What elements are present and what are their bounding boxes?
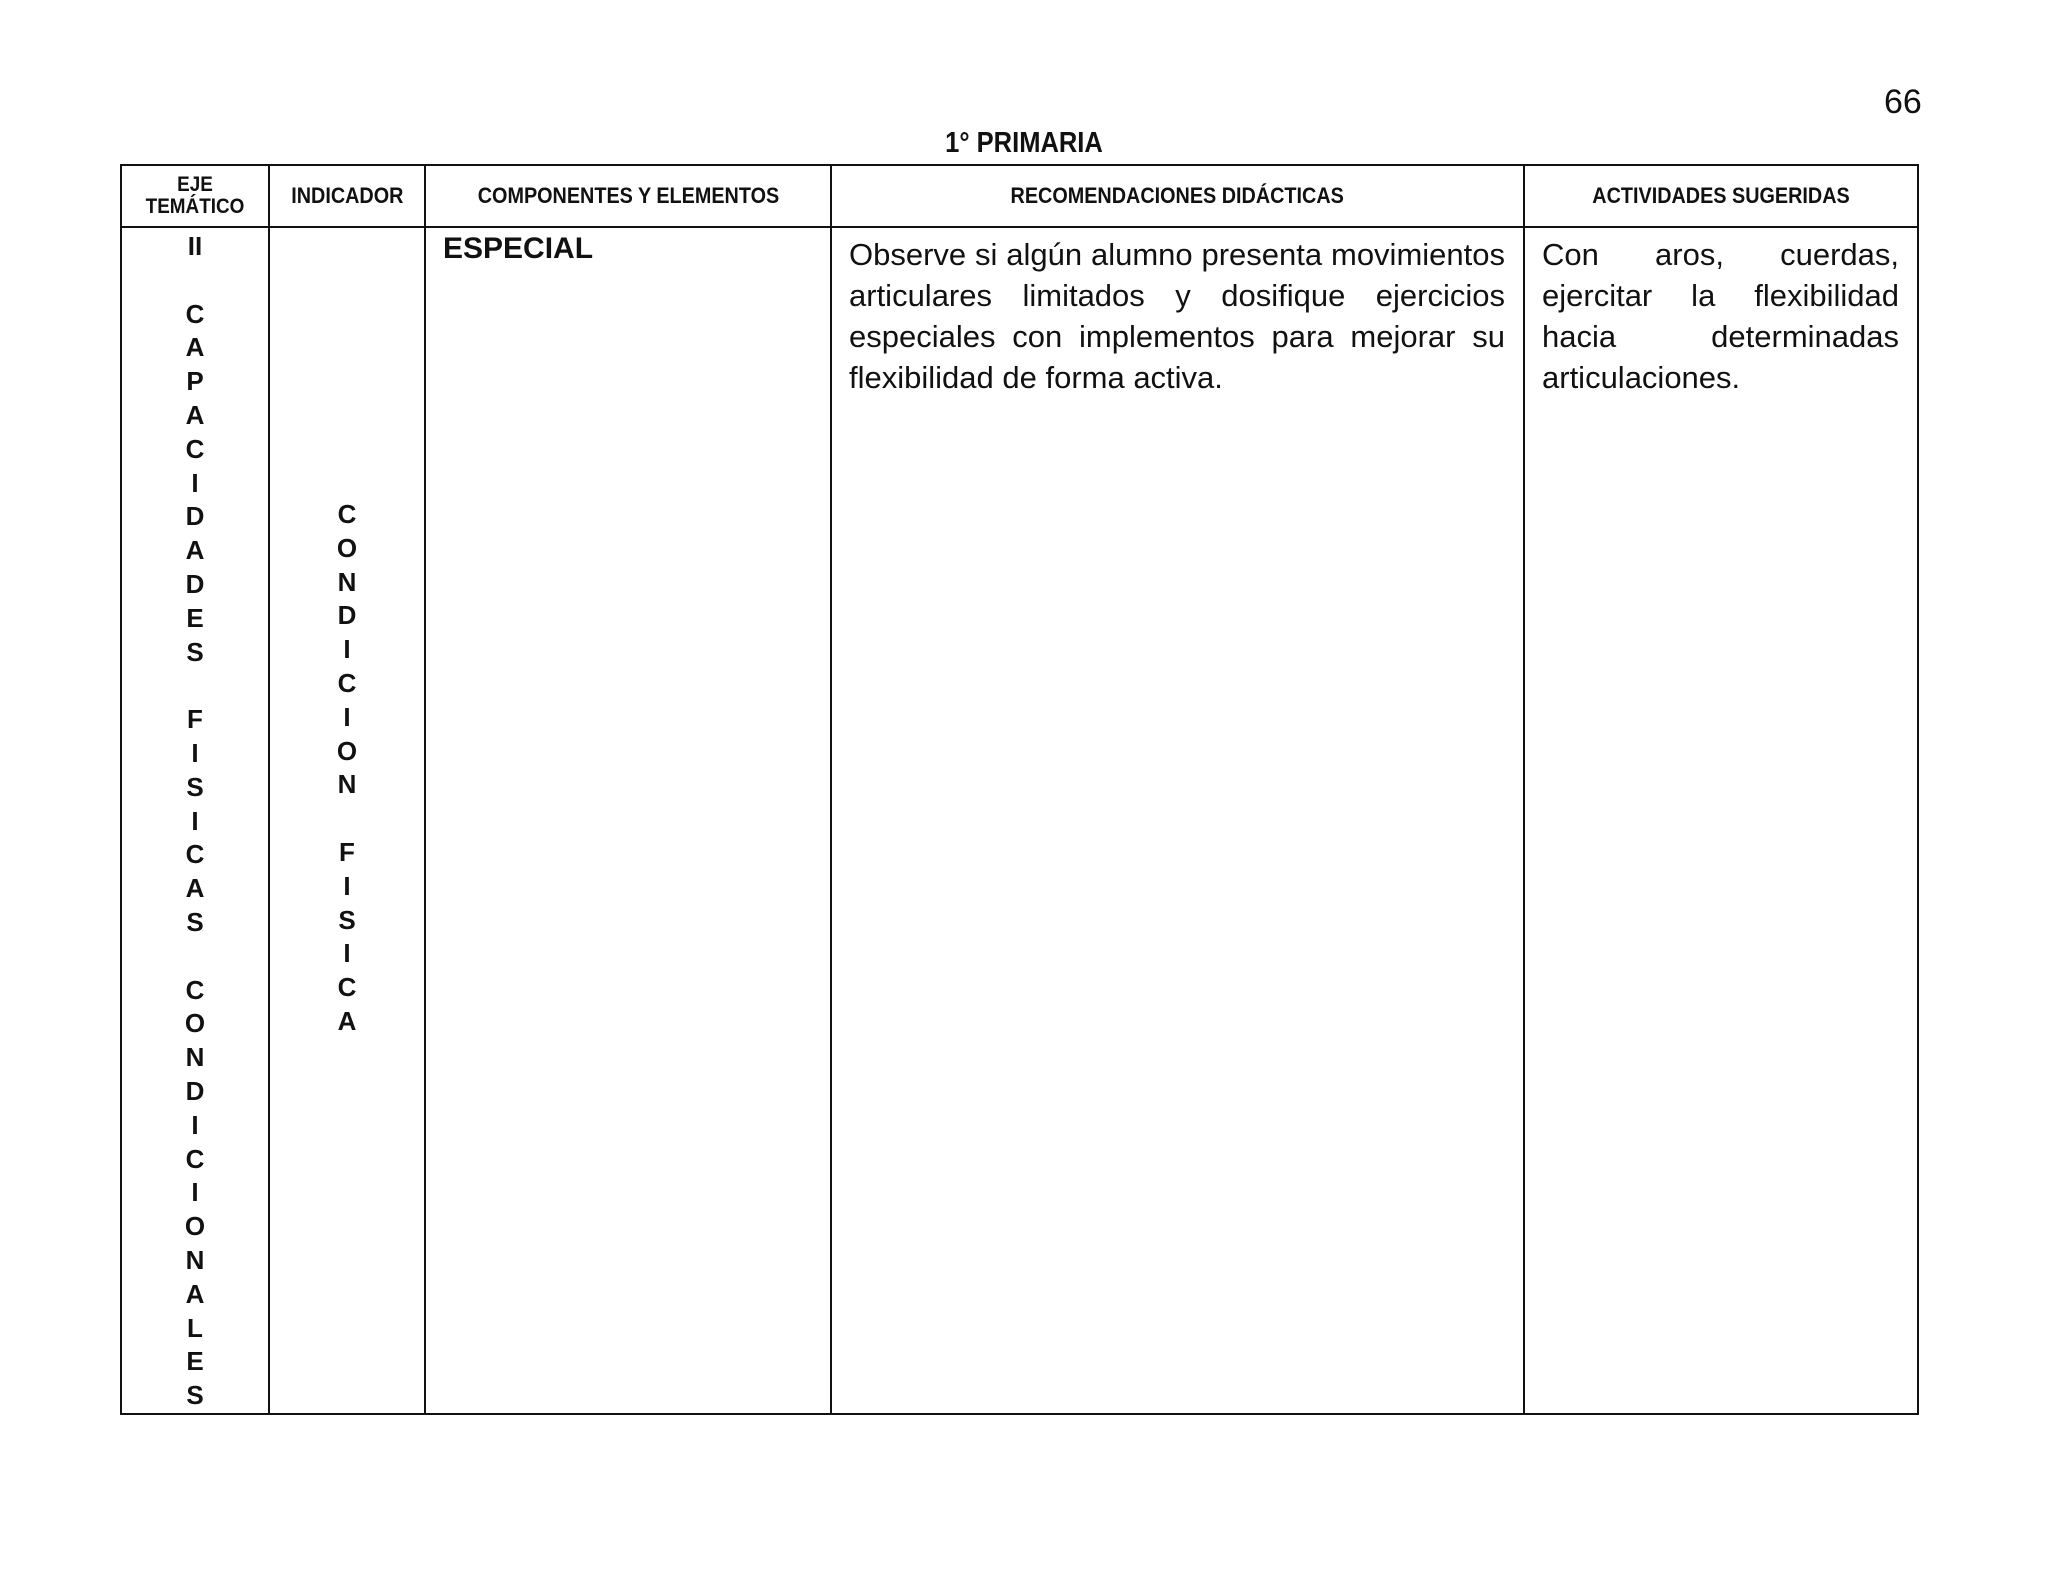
vertical-char: I bbox=[191, 1177, 199, 1208]
vertical-char: S bbox=[186, 1380, 204, 1411]
vertical-char: C bbox=[337, 972, 357, 1003]
table-header-row bbox=[121, 165, 1918, 227]
vertical-char: D bbox=[185, 1075, 205, 1106]
vertical-char: F bbox=[187, 704, 203, 735]
vertical-char: I bbox=[191, 805, 199, 836]
cell-eje-tematico bbox=[121, 227, 269, 1414]
vertical-char: N bbox=[337, 769, 357, 800]
vertical-char: A bbox=[337, 1005, 357, 1036]
cell-recomendaciones bbox=[831, 227, 1524, 1414]
cell-componentes bbox=[425, 227, 831, 1414]
vertical-char: C bbox=[337, 667, 357, 698]
vertical-char: I bbox=[343, 938, 351, 969]
vertical-char: C bbox=[185, 839, 205, 870]
vertical-char: I bbox=[191, 737, 199, 768]
vertical-char: S bbox=[186, 906, 204, 937]
vertical-char: D bbox=[185, 501, 205, 532]
vertical-char: O bbox=[336, 735, 358, 766]
vertical-char: N bbox=[185, 1244, 205, 1275]
vertical-gap bbox=[191, 669, 198, 703]
header-recomendaciones: RECOMENDACIONES DIDÁCTICAS bbox=[831, 165, 1524, 227]
vertical-char: A bbox=[185, 535, 205, 566]
componentes-text: ESPECIAL bbox=[443, 232, 594, 265]
vertical-char: F bbox=[339, 836, 355, 867]
vertical-char: N bbox=[337, 566, 357, 597]
vertical-char: D bbox=[185, 568, 205, 599]
vertical-char: C bbox=[185, 974, 205, 1005]
cell-indicador bbox=[269, 227, 425, 1414]
vertical-char: S bbox=[186, 771, 204, 802]
vertical-char: E bbox=[186, 1346, 204, 1377]
table-row bbox=[121, 227, 1918, 1414]
indicador-vertical-text bbox=[270, 228, 424, 1039]
cell-actividades bbox=[1524, 227, 1918, 1414]
recomendaciones-text: Observe si algún alumno presenta movimientos articulares limitados y dosifique ejercicios especiales con implementos para mejorar su flexibilidad de forma activa. bbox=[849, 237, 1505, 395]
vertical-char: I bbox=[191, 1109, 199, 1140]
vertical-char: N bbox=[185, 1042, 205, 1073]
vertical-char: A bbox=[185, 332, 205, 363]
vertical-char: II bbox=[187, 231, 203, 261]
vertical-char: A bbox=[185, 399, 205, 430]
vertical-char: P bbox=[186, 366, 204, 397]
vertical-char: S bbox=[338, 904, 356, 935]
vertical-char: D bbox=[337, 600, 357, 631]
vertical-char: C bbox=[185, 433, 205, 464]
vertical-char: A bbox=[185, 873, 205, 904]
vertical-char: C bbox=[185, 298, 205, 329]
header-eje-tematico: EJE TEMÁTICO bbox=[121, 165, 269, 227]
vertical-char: I bbox=[343, 870, 351, 901]
vertical-char: C bbox=[337, 499, 357, 529]
grade-title: 1° PRIMARIA bbox=[945, 127, 1103, 159]
header-indicador: INDICADOR bbox=[269, 165, 425, 227]
planning-table bbox=[120, 164, 1919, 1415]
eje-tematico-vertical-text bbox=[122, 228, 268, 1413]
header-actividades: ACTIVIDADES SUGERIDAS bbox=[1524, 165, 1918, 227]
vertical-gap bbox=[191, 940, 198, 974]
vertical-char: C bbox=[185, 1143, 205, 1174]
vertical-char: O bbox=[336, 532, 358, 563]
actividades-text: Con aros, cuerdas, ejercitar la flexibilidad hacia determinadas articulaciones. bbox=[1542, 237, 1899, 395]
vertical-char: I bbox=[343, 701, 351, 732]
vertical-char: I bbox=[343, 634, 351, 665]
vertical-gap bbox=[191, 264, 198, 298]
vertical-char: E bbox=[186, 602, 204, 633]
vertical-char: S bbox=[186, 636, 204, 667]
vertical-gap bbox=[343, 802, 350, 836]
vertical-char: A bbox=[185, 1278, 205, 1309]
vertical-char: L bbox=[187, 1312, 203, 1343]
vertical-char: O bbox=[184, 1008, 206, 1039]
page-number: 66 bbox=[1884, 83, 1922, 121]
vertical-char: I bbox=[191, 467, 199, 498]
vertical-char: O bbox=[184, 1211, 206, 1242]
header-componentes: COMPONENTES Y ELEMENTOS bbox=[425, 165, 831, 227]
